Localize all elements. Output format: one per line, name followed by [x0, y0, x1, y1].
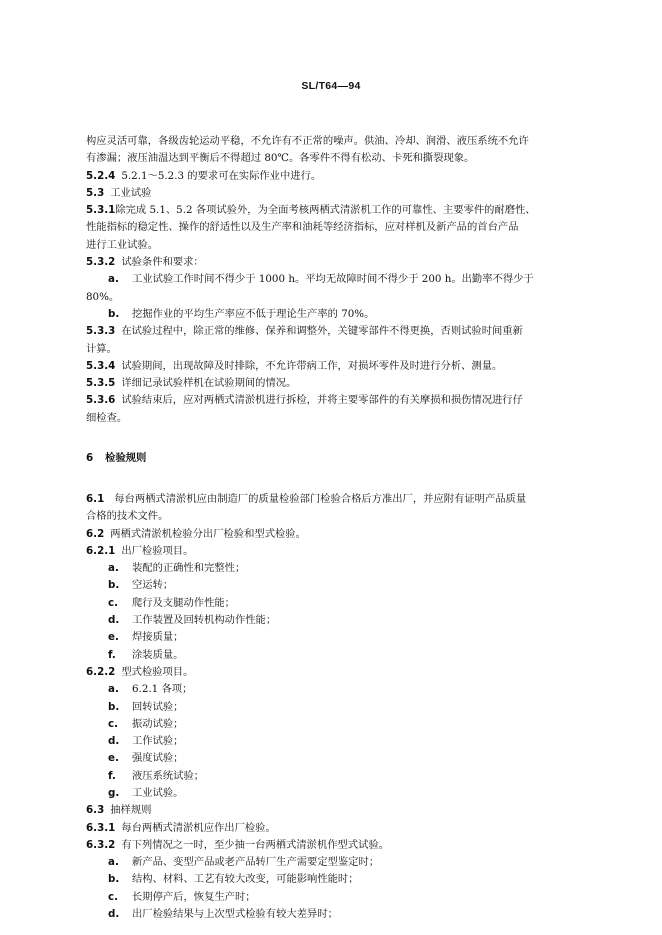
item-text: 强度试验； [132, 752, 184, 765]
item-label: e. [108, 631, 119, 644]
clause-text: 试验期间，出现故障及时排除，不允许带病工作，对损坏零件及时进行分析、测量。 [121, 359, 503, 372]
list-item [86, 785, 578, 802]
clause-number: 6.2.2 [86, 665, 116, 678]
item-label: d. [108, 908, 120, 921]
item-text: 液压系统试验； [132, 769, 205, 782]
clause-text: 在试验过程中，除正常的维修、保养和调整外，关键零部件不得更换，否则试验时间重新 [121, 325, 523, 338]
section-title: 抽样规则 [110, 804, 152, 817]
item-text: 爬行及支腿动作性能； [132, 596, 235, 609]
section-number: 6 [86, 452, 94, 465]
page-header: SL/T64—94 [301, 80, 361, 92]
list-item [86, 595, 578, 612]
item-label: d. [108, 614, 120, 627]
item-label: b. [108, 579, 120, 592]
clause-text: 每台两栖式清淤机应由制造厂的质量检验部门检验合格后方准出厂，并应附有证明产品质量 [114, 492, 527, 505]
clause-6-3-1 [86, 820, 578, 837]
item-text: 结构、材料、工艺有较大改变，可能影响性能时； [132, 873, 359, 886]
clause-number: 5.3.1 [86, 204, 116, 217]
list-item [86, 854, 578, 871]
section-6-3 [86, 802, 578, 819]
list-item [86, 906, 578, 923]
item-text: 工作试验； [132, 735, 184, 748]
clause-number: 6.3.1 [86, 821, 116, 834]
item-text: 涂装质量。 [132, 648, 184, 661]
document-body [86, 133, 578, 923]
list-item [86, 750, 578, 767]
item-text: 工业试验。 [132, 786, 184, 799]
clause-number: 6.1 [86, 492, 105, 505]
item-label: c. [108, 890, 119, 903]
item-text: 6.2.1 各项； [132, 683, 193, 696]
paragraph-line: 细检查。 [86, 411, 128, 424]
clause-5-3-2 [86, 254, 578, 271]
clause-6-2-2 [86, 664, 578, 681]
item-text: 焊接质量； [132, 631, 184, 644]
item-label: a. [108, 562, 119, 575]
clause-number: 5.3.6 [86, 394, 116, 407]
list-item [86, 768, 578, 785]
item-text: 工作装置及回转机构动作性能； [132, 614, 277, 627]
item-text: 装配的正确性和完整性； [132, 562, 246, 575]
clause-number: 6.3.2 [86, 838, 116, 851]
item-label: f. [108, 648, 116, 661]
clause-5-3-1 [86, 202, 578, 219]
clause-5-3-4 [86, 358, 578, 375]
clause-text: 5.2.1～5.2.3 的要求可在实际作业中进行。 [121, 169, 322, 182]
item-label: c. [108, 717, 119, 730]
paragraph-line: 性能指标的稳定性、操作的舒适性以及生产率和油耗等经济指标，应对样机及新产品的首台产品 [86, 221, 519, 234]
section-title: 工业试验 [110, 186, 152, 199]
clause-number: 5.3.2 [86, 256, 116, 269]
item-text: 振动试验； [132, 717, 184, 730]
clause-text: 出厂检验项目。 [121, 544, 194, 557]
clause-text: 详细记录试验样机在试验期间的情况。 [121, 377, 297, 390]
list-item [86, 560, 578, 577]
section-6-heading [86, 450, 578, 467]
sampling-conditions-list [86, 854, 578, 923]
clause-number: 5.2.4 [86, 169, 116, 182]
paragraph-line: 80%。 [86, 290, 120, 303]
item-label: b. [108, 873, 120, 886]
item-text: 出厂检验结果与上次型式检验有较大差异时； [132, 908, 338, 921]
inspection-list-factory [86, 560, 578, 664]
list-item [86, 716, 578, 733]
clause-text: 型式检验项目。 [121, 665, 194, 678]
clause-number: 6.3 [86, 804, 105, 817]
list-item [86, 699, 578, 716]
paragraph-line: 合格的技术文件。 [86, 510, 169, 523]
clause-number: 5.3.5 [86, 377, 116, 390]
list-item [86, 577, 578, 594]
clause-text: 有下列情况之一时，至少抽一台两栖式清淤机作型式试验。 [121, 838, 390, 851]
clause-number: 5.3 [86, 186, 105, 199]
item-label: a. [108, 683, 119, 696]
clause-6-2-1 [86, 543, 578, 560]
clause-text: 试验结束后，应对两栖式清淤机进行拆检，并将主要零部件的有关摩损和损伤情况进行仔 [121, 394, 523, 407]
clause-number: 5.3.3 [86, 325, 116, 338]
list-item [86, 612, 578, 629]
item-text: 空运转； [132, 579, 174, 592]
paragraph-line: 构应灵活可靠，各级齿轮运动平稳，不允许有不正常的噪声。供油、冷却、润滑、液压系统不允许 [86, 135, 529, 147]
item-label: c. [108, 596, 119, 609]
list-item [86, 629, 578, 646]
item-label: b. [108, 700, 120, 713]
item-label: e. [108, 752, 119, 765]
clause-text: 每台两栖式清淤机应作出厂检验。 [121, 821, 276, 834]
clause-number: 6.2 [86, 527, 105, 540]
item-label: d. [108, 735, 120, 748]
list-item [86, 681, 578, 698]
list-item [86, 306, 578, 323]
clause-5-2-4 [86, 168, 578, 185]
clause-6-3-2 [86, 837, 578, 854]
clause-5-3-3 [86, 323, 578, 340]
clause-5-3-6 [86, 392, 578, 409]
item-text: 长期停产后，恢复生产时； [132, 890, 256, 903]
clause-6-2 [86, 526, 578, 543]
item-text: 新产品、变型产品或老产品转厂生产需要定型鉴定时； [132, 856, 380, 869]
list-item [86, 889, 578, 906]
item-text: 工业试验工作时间不得少于 1000 h。平均无故障时间不得少于 200 h。出勤率不得少于 [132, 273, 534, 286]
clause-number: 6.2.1 [86, 544, 116, 557]
item-label: f. [108, 769, 116, 782]
item-label: a. [108, 273, 119, 286]
section-title: 检验规则 [105, 452, 147, 465]
list-item [86, 733, 578, 750]
item-label: a. [108, 856, 119, 869]
clause-6-1 [86, 491, 578, 508]
list-item [86, 871, 578, 888]
paragraph-line: 有渗漏；液压油温达到平衡后不得超过 80℃。各零件不得有松动、卡死和撕裂现象。 [86, 152, 475, 165]
list-item [86, 647, 578, 664]
item-text: 挖掘作业的平均生产率应不低于理论生产率的 70%。 [132, 307, 375, 320]
paragraph-line: 计算。 [86, 342, 117, 355]
clause-text: 试验条件和要求： [121, 256, 204, 269]
clause-text: 除完成 5.1、5.2 各项试验外，为全面考核两栖式清淤机工作的可靠性、主要零件的耐磨性、 [115, 204, 536, 217]
paragraph-line: 进行工业试验。 [86, 238, 159, 251]
inspection-list-type [86, 681, 578, 802]
list-item [86, 271, 578, 288]
item-text: 回转试验； [132, 700, 184, 713]
section-5-3 [86, 185, 578, 202]
item-label: b. [108, 307, 120, 320]
clause-5-3-5 [86, 375, 578, 392]
clause-text: 两栖式清淤机检验分出厂检验和型式检验。 [110, 527, 306, 540]
clause-number: 5.3.4 [86, 359, 116, 372]
item-label: g. [108, 786, 120, 799]
